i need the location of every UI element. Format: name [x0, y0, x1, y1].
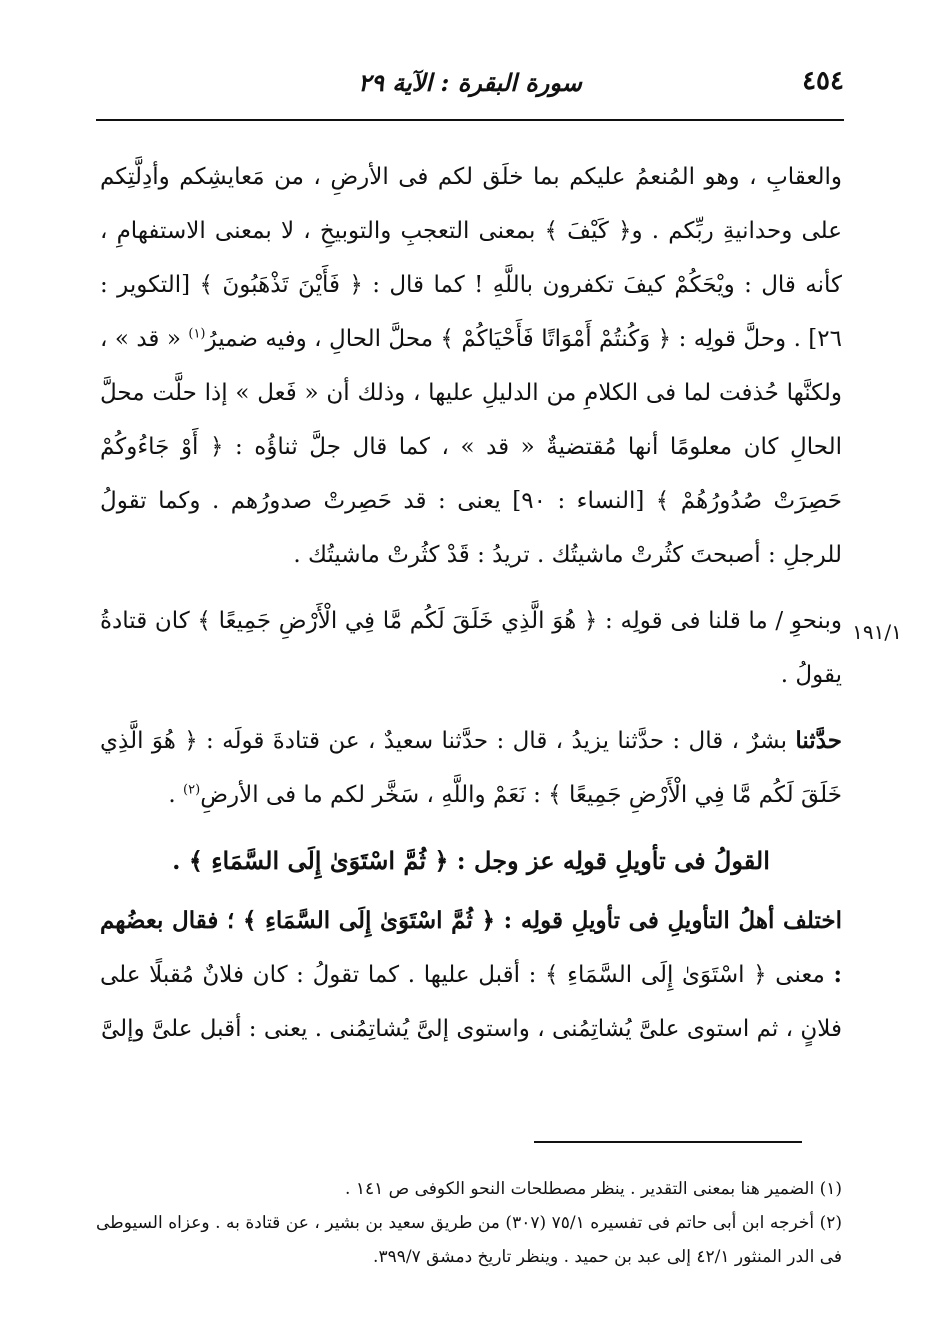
paragraph-1-text: والعقابِ ، وهو المُنعمُ عليكم بما خلَق لكم فى الأرضِ ، من مَعايشِكم وأدِلَّتِكم على وحدانيةِ ربِّكم . و﴿ كَيْفَ ﴾ بمعنى التعجبِ والتوبيخِ ، لا بمعنى الاستفهامِ ، كأنه قال : ويْحَكُمْ كيفَ تكفرون باللَّهِ ! كما قال : ﴿ فَأَيْنَ تَذْهَبُونَ ﴾ [التكوير : ٢٦] . وحلَّ قولِه : ﴿ وَكُنتُمْ أَمْوَاتًا فَأَحْيَاكُمْ ﴾ محلَّ الحالِ ، وفيه ضميرُ: [100, 164, 842, 352]
page-header: [96, 62, 844, 112]
isnad-lead: حدَّثنا: [795, 727, 842, 754]
paragraph-4-lead: اختلف أهلُ التأويلِ فى تأويلِ قولِه : ﴿ ثُمَّ اسْتَوَىٰ إِلَى السَّمَاءِ ﴾ ؛ فقال بعضُهم :: [100, 907, 842, 988]
header-rule: [96, 119, 844, 121]
footnote-marker-2[interactable]: (٢): [183, 782, 201, 798]
footnote-1: (١) الضمير هنا بمعنى التقدير . ينظر مصطلحات النحو الكوفى ص ١٤١ .: [345, 1179, 842, 1199]
paragraph-1-continued: « قد » ، ولكنَّها حُذفت لما فى الكلامِ من الدليلِ عليها ، وذلك أن « فَعل » إذا حلَّت محلَّ الحالِ كان معلومًا أنها مُقتضيةٌ « قد » ، كما قال جلَّ ثناؤُه : ﴿ أَوْ جَاءُوكُمْ حَصِرَتْ صُدُورُهُمْ ﴾ [النساء : ٩٠] يعنى : قد حَصِرتْ صدورُهم . وكما تقولُ للرجلِ : أصبحتَ كثُرتْ ماشيتُك . تريدُ : قَدْ كثُرتْ ماشيتُك .: [100, 326, 842, 568]
footnotes: [96, 1172, 842, 1274]
paragraph-4-text: معنى ﴿ اسْتَوَىٰ إِلَى السَّمَاءِ ﴾ : أقبل عليها . كما تقولُ : كان فلانٌ مُقبلًا على فلانٍ ، ثم استوى علىَّ يُشاتِمُنى ، واستوى إلىَّ يُشاتِمُنى . يعنى : أقبل علىَّ وإلىَّ: [100, 962, 842, 1042]
footnote-separator: [534, 1141, 802, 1143]
footnote-marker-1[interactable]: (١): [188, 326, 206, 342]
section-heading: القولُ فى تأويلِ قولِه عز وجل : ﴿ ثُمَّ اسْتَوَىٰ إِلَى السَّمَاءِ ﴾ .: [172, 846, 770, 875]
margin-reference: ١٩١/١: [852, 620, 902, 644]
paragraph-4: [100, 894, 842, 1056]
paragraph-1: [100, 150, 842, 582]
paragraph-3-end: .: [168, 782, 184, 808]
footnote-2: (٢) أخرجه ابن أبى حاتم فى تفسيره ٧٥/١ (٣٠٧) من طريق سعيد بن بشير ، عن قتادة به . وعزاه السيوطى فى الدر المنثور ٤٢/١ إلى عبد بن حميد . وينظر تاريخ دمشق ٣٩٩/٧.: [96, 1213, 843, 1267]
paragraph-2: وبنحوِ / ما قلنا فى قولِه : ﴿ هُوَ الَّذِي خَلَقَ لَكُم مَّا فِي الْأَرْضِ جَمِيعًا ﴾ كان قتادةُ يقولُ .: [100, 608, 842, 688]
paragraph-3-text: بشرٌ ، قال : حدَّثنا يزيدُ ، قال : حدَّثنا سعيدٌ ، عن قتادةَ قولَه : ﴿ هُوَ الَّذِي خَلَقَ لَكُم مَّا فِي الْأَرْضِ جَمِيعًا ﴾ : نَعَمْ واللَّهِ ، سَخَّر لكم ما فى الأرضِ: [100, 728, 842, 808]
page-number: ٤٥٤: [802, 66, 844, 96]
main-text: [100, 150, 842, 1062]
paragraph-3: [100, 714, 842, 822]
running-title: سورة البقرة : الآية ٢٩: [358, 68, 582, 97]
